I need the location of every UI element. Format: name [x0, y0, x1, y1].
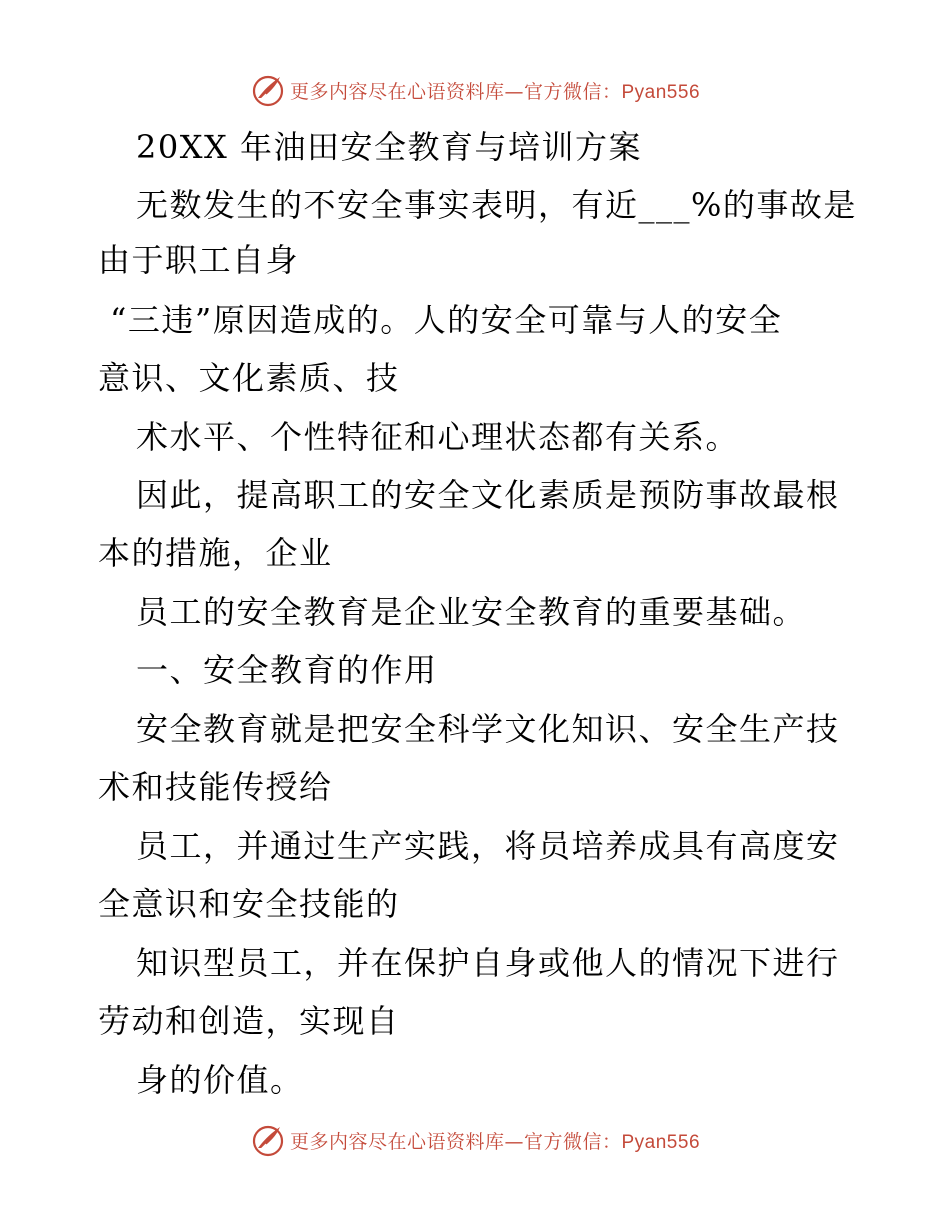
paragraph-line: 身的价值。: [136, 1061, 304, 1099]
paragraph-line: 员工的安全教育是企业安全教育的重要基础。: [136, 593, 807, 631]
footer-banner: [0, 1120, 950, 1160]
paragraph-line: 因此，提高职工的安全文化素质是预防事故最根: [136, 476, 840, 514]
banner-wechat-id: Pyan556: [621, 81, 701, 103]
paragraph-line: 无数发生的不安全事实表明，有近___%的事故是: [136, 186, 857, 224]
header-banner: [0, 70, 950, 110]
banner-wechat-id: Pyan556: [621, 1131, 701, 1153]
quill-circle-icon: [250, 72, 286, 108]
paragraph-line: 术水平、个性特征和心理状态都有关系。: [136, 418, 740, 456]
banner-separator: —: [504, 1130, 524, 1153]
section-heading: 一、安全教育的作用: [136, 651, 438, 689]
paragraph-line: 由于职工自身: [98, 241, 300, 279]
banner-separator: —: [504, 80, 524, 103]
paragraph-line: 全意识和安全技能的: [98, 885, 400, 923]
paragraph-line: 术和技能传授给: [98, 768, 333, 806]
paragraph-line: 意识、文化素质、技: [98, 359, 400, 397]
quill-circle-icon: [250, 1122, 286, 1158]
banner-wechat-label: 官方微信：: [523, 80, 622, 103]
paragraph-line: 安全教育就是把安全科学文化知识、安全生产技: [136, 710, 840, 748]
banner-text: [290, 1127, 700, 1154]
paragraph-line: 本的措施，企业: [98, 534, 333, 572]
banner-wechat-label: 官方微信：: [523, 1130, 622, 1153]
paragraph-line: “三违”原因造成的。人的安全可靠与人的安全: [110, 301, 783, 339]
banner-text: [290, 77, 700, 104]
paragraph-line: 员工，并通过生产实践，将员培养成具有高度安: [136, 827, 840, 865]
paragraph-line: 知识型员工，并在保护自身或他人的情况下进行: [136, 944, 840, 982]
banner-title: 更多内容尽在心语资料库: [289, 80, 505, 103]
document-title: 20XX 年油田安全教育与培训方案: [136, 128, 642, 166]
paragraph-line: 劳动和创造，实现自: [98, 1002, 400, 1040]
banner-title: 更多内容尽在心语资料库: [289, 1130, 505, 1153]
